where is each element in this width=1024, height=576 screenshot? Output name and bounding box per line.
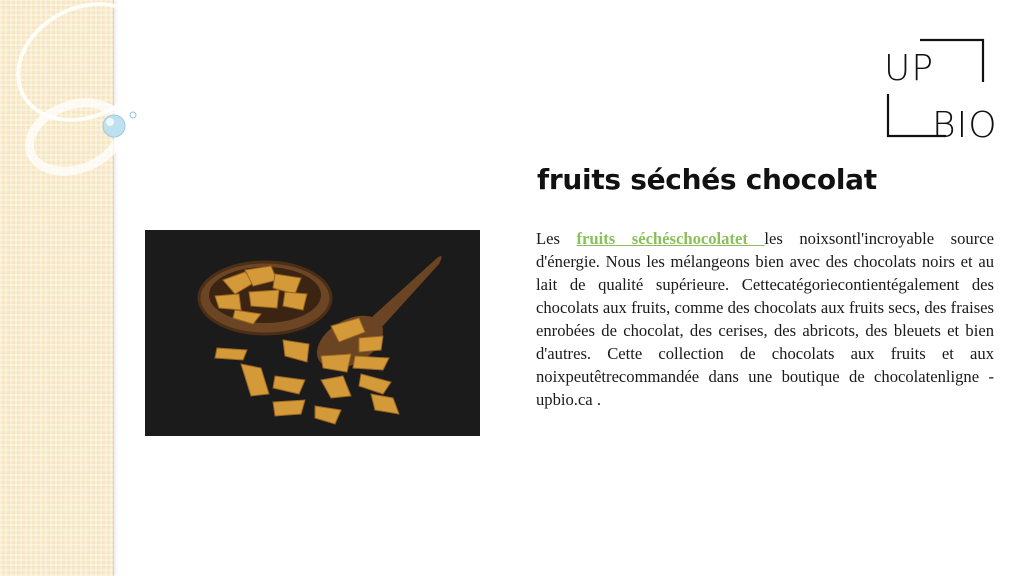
intro-text: Les — [536, 229, 577, 248]
logo-text-bio: BIO — [932, 105, 998, 146]
logo-text-up: UP — [884, 48, 935, 89]
product-link[interactable]: fruits séchéschocolatet — [576, 229, 765, 248]
page-title: fruits séchés chocolat — [537, 163, 877, 196]
upbio-logo — [880, 36, 998, 146]
product-photo — [145, 230, 480, 436]
decorative-side-panel — [0, 0, 114, 576]
body-text: les noixsontl'incroyable source d'énergie. Nous les mélangeons bien avec des chocolats noirs et au lait de qualité supérieure. Cettecatégoriecontientégalement des chocolats aux fruits, comme des chocolats aux fruits secs, des fraises enrobées de chocolat, des cerises, des abricots, des bleuets et bien d'autres. Cette collection de chocolats aux fruits et aux noixpeutêtrecommandée dans une boutique de chocolatenligne - upbio.ca . — [536, 229, 994, 409]
photo-background — [145, 230, 480, 436]
bubble-small — [130, 112, 136, 118]
description-paragraph — [536, 227, 994, 411]
